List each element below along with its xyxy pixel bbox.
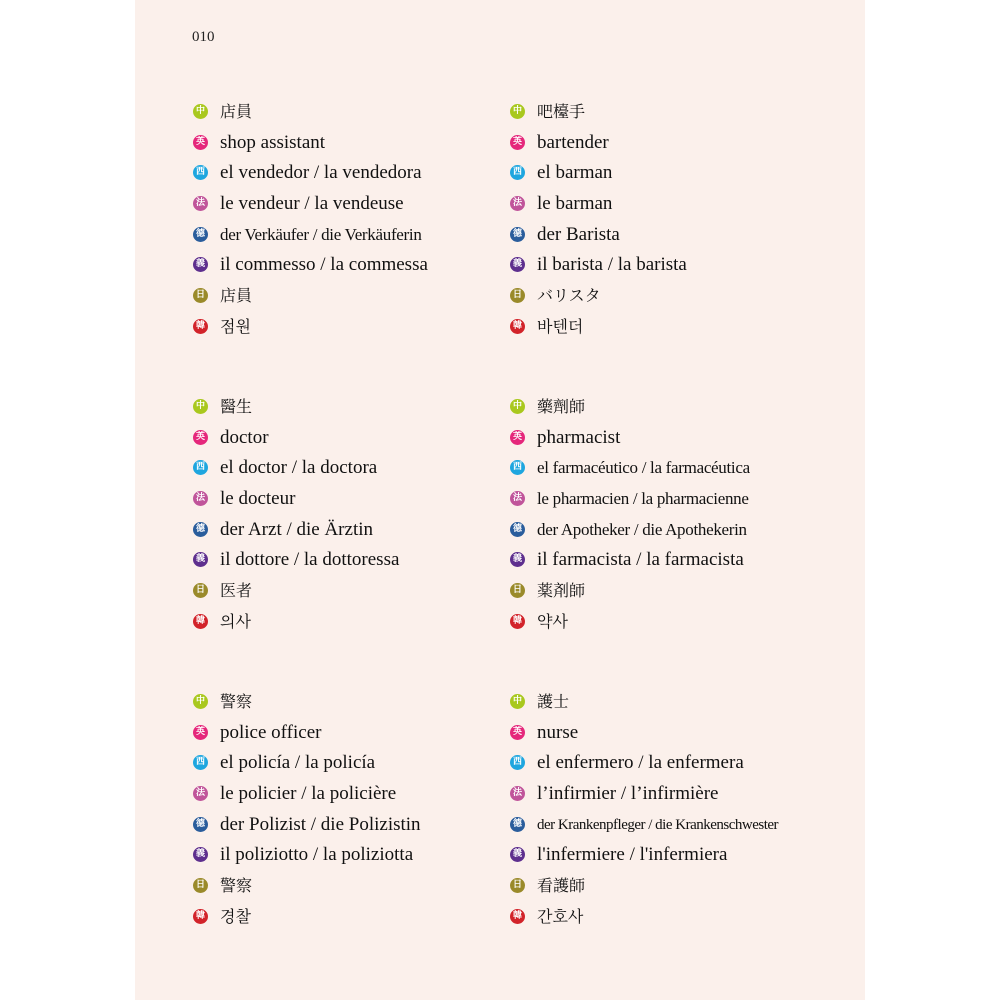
word-de: der Polizist / die Polizistin bbox=[220, 813, 421, 835]
language-badge-fr: 法 bbox=[193, 196, 208, 211]
word-ja: 警察 bbox=[220, 876, 253, 896]
vocab-row-en bbox=[193, 424, 523, 455]
language-badge-fr: 法 bbox=[193, 491, 208, 506]
vocab-row-fr bbox=[510, 780, 840, 811]
word-en: pharmacist bbox=[537, 426, 621, 448]
word-fr: le policier / la policière bbox=[220, 783, 397, 805]
vocab-row-ja bbox=[510, 872, 840, 903]
vocab-row-ko bbox=[510, 313, 840, 344]
language-badge-en: 英 bbox=[510, 725, 525, 740]
vocab-row-fr bbox=[510, 190, 840, 221]
language-badge-de: 德 bbox=[193, 522, 208, 537]
language-badge-de: 德 bbox=[510, 817, 525, 832]
vocab-row-it bbox=[193, 841, 523, 872]
vocab-entry-doctor bbox=[193, 393, 523, 639]
vocab-row-ko bbox=[193, 903, 523, 934]
language-badge-fr: 法 bbox=[193, 786, 208, 801]
vocab-row-en bbox=[193, 129, 523, 160]
word-ja: バリスタ bbox=[537, 286, 601, 306]
vocab-row-de bbox=[193, 221, 523, 252]
word-ko: 점원 bbox=[220, 316, 251, 336]
word-ja: 店員 bbox=[220, 286, 253, 306]
language-badge-es: 西 bbox=[193, 755, 208, 770]
language-badge-ja: 日 bbox=[510, 583, 525, 598]
language-badge-zh: 中 bbox=[510, 399, 525, 414]
language-badge-ja: 日 bbox=[193, 583, 208, 598]
language-badge-de: 德 bbox=[510, 227, 525, 242]
word-es: el policía / la policía bbox=[220, 752, 376, 774]
language-badge-ko: 韓 bbox=[510, 319, 525, 334]
language-badge-zh: 中 bbox=[193, 399, 208, 414]
language-badge-en: 英 bbox=[510, 430, 525, 445]
word-en: bartender bbox=[537, 131, 609, 153]
word-ko: 약사 bbox=[537, 611, 568, 631]
vocab-row-zh bbox=[510, 688, 840, 719]
language-badge-ko: 韓 bbox=[193, 319, 208, 334]
vocab-row-it bbox=[193, 546, 523, 577]
vocab-row-fr bbox=[193, 485, 523, 516]
word-de: der Arzt / die Ärztin bbox=[220, 518, 374, 540]
vocab-row-de bbox=[193, 811, 523, 842]
language-badge-ja: 日 bbox=[510, 878, 525, 893]
vocab-row-it bbox=[510, 841, 840, 872]
word-en: nurse bbox=[537, 721, 579, 743]
language-badge-en: 英 bbox=[193, 135, 208, 150]
language-badge-ja: 日 bbox=[193, 288, 208, 303]
vocab-row-fr bbox=[510, 485, 840, 516]
language-badge-fr: 法 bbox=[510, 786, 525, 801]
language-badge-fr: 法 bbox=[510, 491, 525, 506]
vocab-row-de bbox=[510, 221, 840, 252]
vocab-row-es bbox=[510, 749, 840, 780]
vocab-row-it bbox=[510, 546, 840, 577]
vocab-entry-nurse bbox=[510, 688, 840, 934]
word-en: shop assistant bbox=[220, 131, 326, 153]
language-badge-ko: 韓 bbox=[510, 909, 525, 924]
vocab-row-it bbox=[193, 251, 523, 282]
word-it: il barista / la barista bbox=[537, 254, 687, 276]
word-es: el doctor / la doctora bbox=[220, 457, 378, 479]
word-es: el farmacéutico / la farmacéutica bbox=[537, 458, 750, 478]
vocab-row-en bbox=[510, 424, 840, 455]
language-badge-zh: 中 bbox=[193, 694, 208, 709]
word-fr: l’infirmier / l’infirmière bbox=[537, 783, 719, 805]
word-ja: 薬剤師 bbox=[537, 581, 586, 601]
word-fr: le vendeur / la vendeuse bbox=[220, 193, 404, 215]
language-badge-it: 義 bbox=[510, 257, 525, 272]
word-it: il dottore / la dottoressa bbox=[220, 549, 400, 571]
vocab-row-es bbox=[510, 454, 840, 485]
language-badge-es: 西 bbox=[510, 460, 525, 475]
word-ko: 경찰 bbox=[220, 906, 251, 926]
vocab-row-ja bbox=[510, 282, 840, 313]
word-zh: 藥劑師 bbox=[537, 397, 586, 416]
vocab-row-de bbox=[510, 811, 840, 842]
vocab-row-es bbox=[193, 454, 523, 485]
language-badge-de: 德 bbox=[193, 817, 208, 832]
book-page bbox=[135, 0, 865, 1000]
word-es: el vendedor / la vendedora bbox=[220, 162, 422, 184]
language-badge-es: 西 bbox=[193, 165, 208, 180]
vocab-row-zh bbox=[193, 98, 523, 129]
vocab-entry-shop-assistant bbox=[193, 98, 523, 344]
vocab-row-zh bbox=[510, 393, 840, 424]
word-fr: le docteur bbox=[220, 488, 296, 510]
vocab-row-en bbox=[193, 719, 523, 750]
language-badge-fr: 法 bbox=[510, 196, 525, 211]
language-badge-ja: 日 bbox=[193, 878, 208, 893]
vocab-row-en bbox=[510, 719, 840, 750]
word-de: der Apotheker / die Apothekerin bbox=[537, 519, 747, 539]
word-it: il farmacista / la farmacista bbox=[537, 549, 744, 571]
language-badge-it: 義 bbox=[193, 847, 208, 862]
language-badge-en: 英 bbox=[193, 725, 208, 740]
word-de: der Verkäufer / die Verkäuferin bbox=[220, 224, 422, 244]
language-badge-zh: 中 bbox=[510, 104, 525, 119]
word-it: l'infermiere / l'infermiera bbox=[537, 844, 728, 866]
word-de: der Barista bbox=[537, 223, 620, 245]
vocab-entry-pharmacist bbox=[510, 393, 840, 639]
word-it: il commesso / la commessa bbox=[220, 254, 428, 276]
language-badge-it: 義 bbox=[510, 847, 525, 862]
word-de: der Krankenpfleger / die Krankenschwester bbox=[537, 816, 779, 833]
word-zh: 醫生 bbox=[220, 397, 253, 416]
vocab-row-es bbox=[193, 749, 523, 780]
vocab-entry-bartender bbox=[510, 98, 840, 344]
vocab-row-zh bbox=[510, 98, 840, 129]
page-number: 010 bbox=[192, 29, 215, 45]
language-badge-en: 英 bbox=[510, 135, 525, 150]
word-ja: 看護師 bbox=[537, 876, 586, 896]
language-badge-es: 西 bbox=[510, 755, 525, 770]
word-ko: 간호사 bbox=[537, 906, 584, 926]
language-badge-en: 英 bbox=[193, 430, 208, 445]
word-fr: le barman bbox=[537, 193, 613, 215]
language-badge-ko: 韓 bbox=[510, 614, 525, 629]
language-badge-ja: 日 bbox=[510, 288, 525, 303]
word-zh: 店員 bbox=[220, 102, 253, 121]
language-badge-es: 西 bbox=[510, 165, 525, 180]
language-badge-de: 德 bbox=[193, 227, 208, 242]
word-zh: 警察 bbox=[220, 692, 253, 711]
word-en: police officer bbox=[220, 721, 322, 743]
word-fr: le pharmacien / la pharmacienne bbox=[537, 489, 749, 509]
vocab-row-de bbox=[193, 516, 523, 547]
vocab-row-ja bbox=[193, 872, 523, 903]
vocab-row-ja bbox=[510, 577, 840, 608]
word-ko: 바텐더 bbox=[537, 316, 584, 336]
language-badge-ko: 韓 bbox=[193, 614, 208, 629]
vocab-row-it bbox=[510, 251, 840, 282]
language-badge-it: 義 bbox=[193, 257, 208, 272]
word-en: doctor bbox=[220, 426, 269, 448]
word-ko: 의사 bbox=[220, 611, 251, 631]
vocab-row-en bbox=[510, 129, 840, 160]
vocab-row-ja bbox=[193, 577, 523, 608]
language-badge-es: 西 bbox=[193, 460, 208, 475]
vocab-row-zh bbox=[193, 393, 523, 424]
language-badge-de: 德 bbox=[510, 522, 525, 537]
language-badge-it: 義 bbox=[510, 552, 525, 567]
word-es: el barman bbox=[537, 162, 613, 184]
vocab-row-zh bbox=[193, 688, 523, 719]
vocab-entry-police-officer bbox=[193, 688, 523, 934]
word-it: il poliziotto / la poliziotta bbox=[220, 844, 414, 866]
vocab-row-ko bbox=[510, 903, 840, 934]
vocab-row-ko bbox=[510, 608, 840, 639]
vocab-row-es bbox=[193, 159, 523, 190]
word-ja: 医者 bbox=[220, 581, 253, 601]
language-badge-ko: 韓 bbox=[193, 909, 208, 924]
word-es: el enfermero / la enfermera bbox=[537, 752, 744, 774]
vocab-row-es bbox=[510, 159, 840, 190]
vocab-row-fr bbox=[193, 190, 523, 221]
vocab-row-ja bbox=[193, 282, 523, 313]
language-badge-zh: 中 bbox=[510, 694, 525, 709]
vocab-row-ko bbox=[193, 608, 523, 639]
vocab-row-fr bbox=[193, 780, 523, 811]
vocab-row-de bbox=[510, 516, 840, 547]
language-badge-it: 義 bbox=[193, 552, 208, 567]
word-zh: 吧檯手 bbox=[537, 102, 586, 121]
language-badge-zh: 中 bbox=[193, 104, 208, 119]
vocab-row-ko bbox=[193, 313, 523, 344]
word-zh: 護士 bbox=[537, 692, 570, 711]
